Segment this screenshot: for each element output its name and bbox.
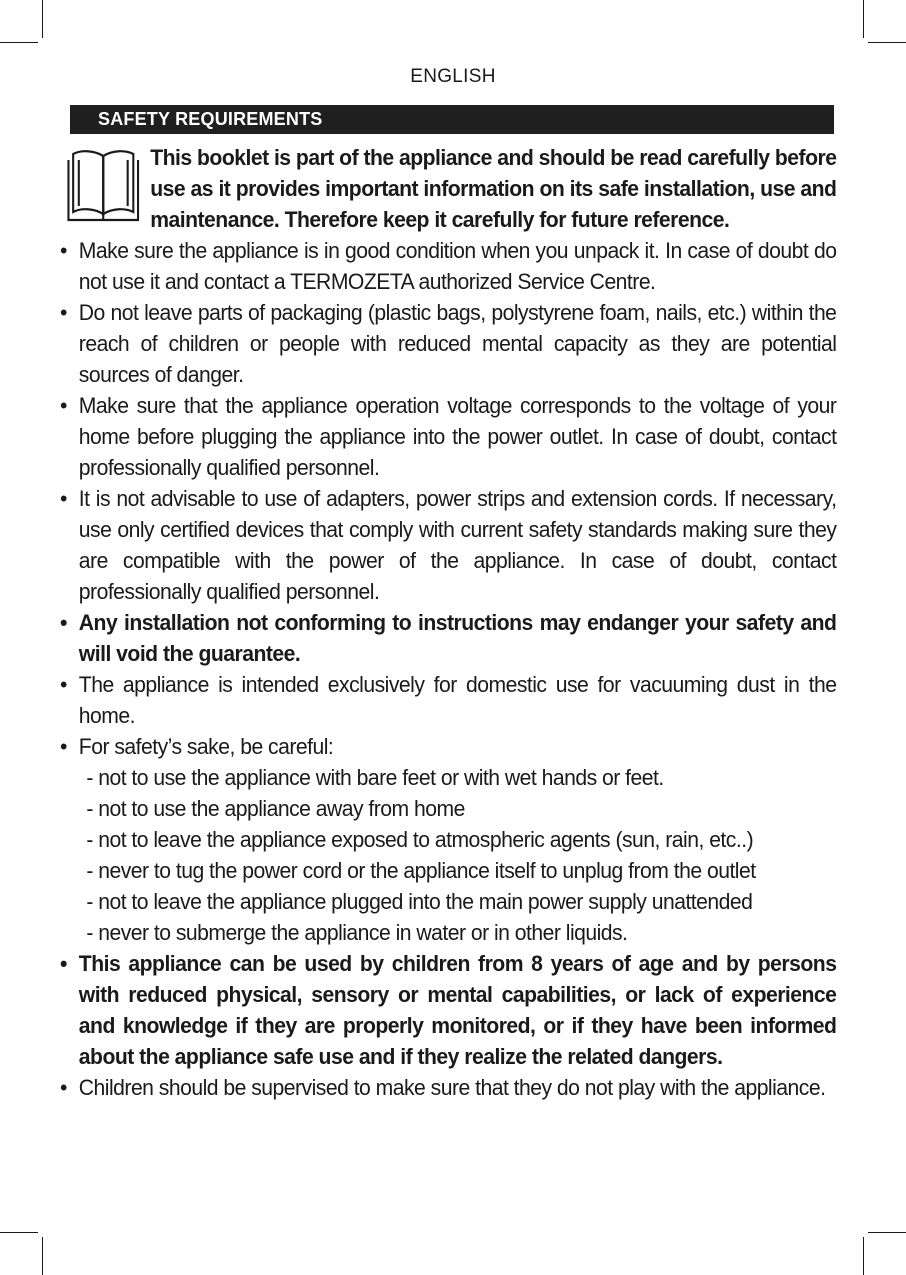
list-item-warning: • Any installation not conforming to instructions may endanger your safety and will void the guarantee.	[60, 610, 837, 666]
crop-mark	[0, 1232, 38, 1233]
list-item: • Make sure that the appliance operation voltage corresponds to the voltage of your home before plugging the appliance into the power outlet. In case of doubt, contact professionally qualified personnel.	[60, 393, 837, 480]
sub-list-item: - never to tug the power cord or the appliance itself to unplug from the outlet	[86, 858, 756, 883]
sub-list-item: - not to use the appliance away from home	[86, 796, 465, 821]
language-label: ENGLISH	[410, 66, 496, 87]
crop-mark	[0, 42, 38, 43]
list-item: • For safety’s sake, be careful:	[60, 734, 334, 759]
list-item: • Do not leave parts of packaging (plastic bags, polystyrene foam, nails, etc.) within the reach of children or people with reduced mental capacity as they are potential sources of danger.	[60, 300, 837, 387]
section-title: SAFETY REQUIREMENTS	[70, 105, 834, 134]
crop-mark	[863, 1237, 864, 1275]
list-item: • It is not advisable to use of adapters, power strips and extension cords. If necessary, use only certified devices that comply with current safety standards making sure they are compatible with the power of the appliance. In case of doubt, contact professionally qualified personnel.	[60, 486, 837, 604]
intro-block	[60, 142, 836, 235]
sub-list-item: - not to use the appliance with bare feet or with wet hands or feet.	[86, 765, 664, 790]
list-item: • Make sure the appliance is in good condition when you unpack it. In case of doubt do not use it and contact a TERMOZETA authorized Service Centre.	[60, 238, 837, 294]
list-item: • Children should be supervised to make sure that they do not play with the appliance.	[60, 1075, 826, 1100]
crop-mark	[863, 0, 864, 38]
sub-list-item: - not to leave the appliance plugged into the main power supply unattended	[86, 889, 753, 914]
list-item: • The appliance is intended exclusively for domestic use for vacuuming dust in the home.	[60, 672, 837, 728]
crop-mark	[868, 42, 906, 43]
crop-mark	[868, 1232, 906, 1233]
sub-list-item: - not to leave the appliance exposed to atmospheric agents (sun, rain, etc..)	[86, 827, 754, 852]
list-item-warning: • This appliance can be used by children from 8 years of age and by persons with reduced physical, sensory or mental capabilities, or lack of experience and knowledge if they are properly monitored, or if they have been informed about the appliance safe use and if they realize the related dangers.	[60, 951, 837, 1069]
open-book-icon	[66, 146, 141, 224]
crop-mark	[42, 0, 43, 38]
safety-content	[60, 142, 836, 1103]
sub-list-item: - never to submerge the appliance in water or in other liquids.	[86, 920, 628, 945]
crop-mark	[42, 1237, 43, 1275]
intro-text: This booklet is part of the appliance and should be read carefully before use as it provides important information on its safe installation, use and maintenance. Therefore keep it carefully for future reference.	[150, 145, 837, 232]
